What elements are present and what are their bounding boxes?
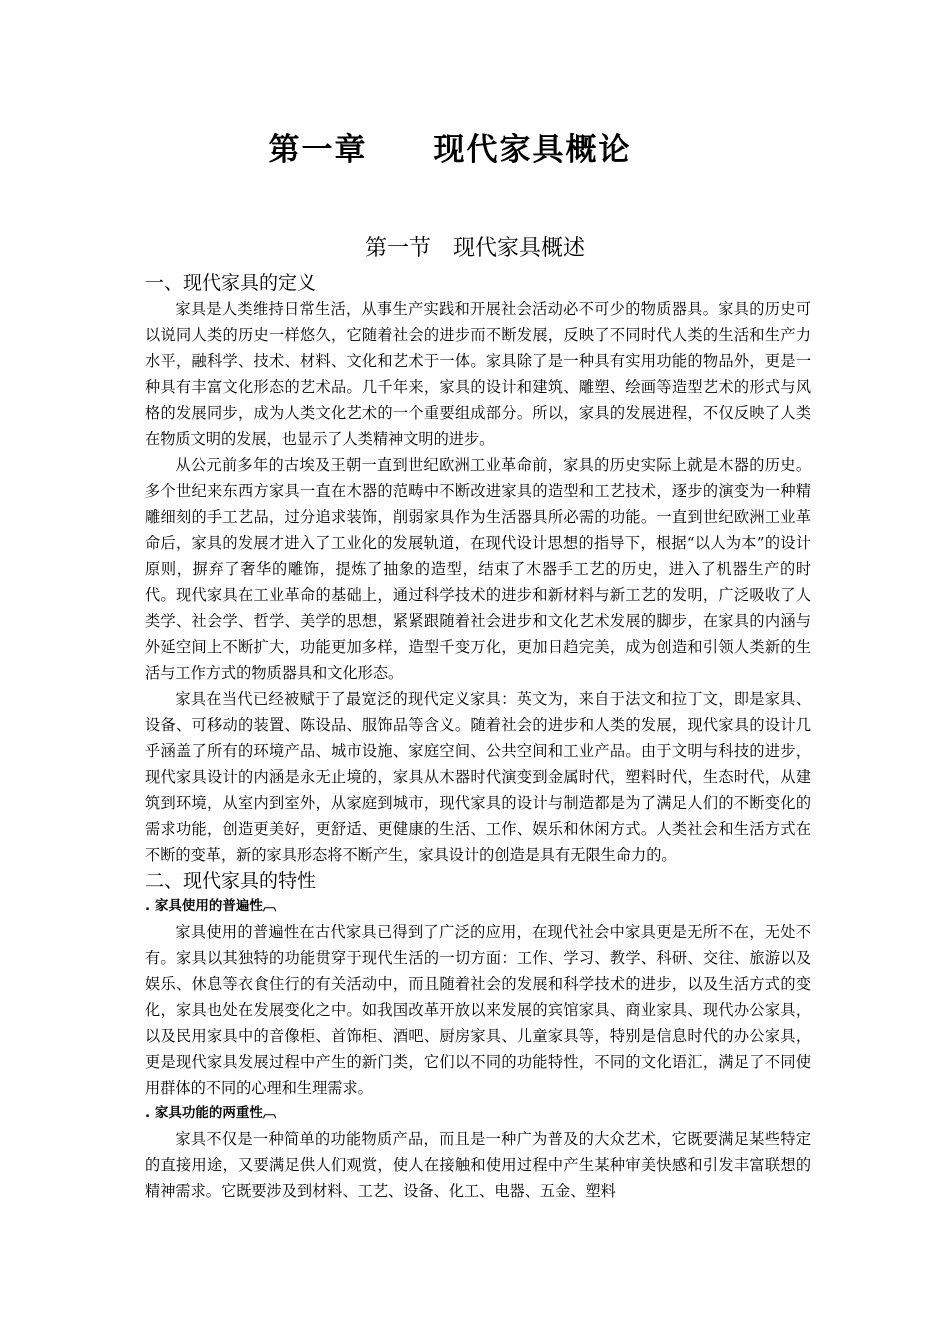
paragraph: 家具不仅是一种简单的功能物质产品，而且是一种广为普及的大众艺术，它既要满足某些特定的直接用途，又要满足供人们观赏，使人在接触和使用过程中产生某种审美快感和引发丰富联想的精神需求。它既要涉及到材料、工艺、设备、化工、电器、五金、塑料 — [145, 1130, 811, 1200]
chapter-title: 第一章 现代家具概论 — [268, 132, 632, 168]
paragraph: 家具使用的普遍性在古代家具已得到了广泛的应用，在现代社会中家具更是无所不在，无处不有。家具以其独特的功能贯穿于现代生活的一切方面：工作、学习、教学、科研、交往、旅游以及娱乐、休息等衣食住行的有关活动中，而且随着社会的发展和科学技术的进步，以及生活方式的变化，家具也处在发展变化之中。如我国改革开放以来发展的宾馆家具、商业家具、现代办公家具，以及民用家具中的音像柜、首饰柜、酒吧、厨房家具、儿童家具等，特别是信息时代的办公家具，更是现代家具发展过程中产生的新门类，它们以不同的功能特性，不同的文化语汇，满足了不同使用群体的不同的心理和生理需求。 — [145, 923, 811, 1097]
section-title: 第一节 现代家具概述 — [364, 236, 585, 261]
heading-characteristics: 二、现代家具的特性 — [145, 870, 317, 892]
paragraph: 从公元前多年的古埃及王朝一直到世纪欧洲工业革命前，家具的历史实际上就是木器的历史。多个世纪来东西方家具一直在木器的范畴中不断改进家具的造型和工艺技术，逐步的演变为一种精雕细刻的手工艺品，过分追求装饰，削弱家具作为生活器具所必需的功能。一直到世纪欧洲工业革命后，家具的发展才进入了工业化的发展轨道，在现代设计思想的指导下，根据“以人为本”的设计原则，摒弃了奢华的雕饰，提炼了抽象的造型，结束了木器手工艺的历史，进入了机器生产的时代。现代家具在工业革命的基础上，通过科学技术的进步和新材料与新工艺的发明，广泛吸收了人类学、社会学、哲学、美学的思想，紧紧跟随着社会进步和文化艺术发展的脚步，在家具的内涵与外延空间上不断扩大，功能更加多样，造型千变万化，更加日趋完美，成为创造和引领人类新的生活与工作方式的物质器具和文化形态。 — [145, 456, 811, 682]
document-body — [145, 270, 811, 1204]
subheading-duality: . 家具功能的两重性︹ — [145, 1105, 277, 1121]
paragraph: 家具是人类维持日常生活，从事生产实践和开展社会活动必不可少的物质器具。家具的历史可以说同人类的历史一样悠久，它随着社会的进步而不断发展，反映了不同时代人类的生活和生产力水平，融科学、技术、材料、文化和艺术于一体。家具除了是一种具有实用功能的物品外，更是一种具有丰富文化形态的艺术品。几千年来，家具的设计和建筑、雕塑、绘画等造型艺术的形式与风格的发展同步，成为人类文化艺术的一个重要组成部分。所以，家具的发展进程，不仅反映了人类在物质文明的发展，也显示了人类精神文明的进步。 — [145, 300, 811, 448]
heading-definition: 一、现代家具的定义 — [145, 272, 317, 294]
subheading-universality: . 家具使用的普遍性︹ — [145, 898, 277, 914]
paragraph: 家具在当代已经被赋于了最宽泛的现代定义家具：英文为，来自于法文和拉丁文，即是家具、设备、可移动的装置、陈设品、服饰品等含义。随着社会的进步和人类的发展，现代家具的设计几乎涵盖了所有的环境产品、城市设施、家庭空间、公共空间和工业产品。由于文明与科技的进步，现代家具设计的内涵是永无止境的，家具从木器时代演变到金属时代，塑料时代，生态时代，从建筑到环境，从室内到室外，从家庭到城市，现代家具的设计与制造都是为了满足人们的不断变化的需求功能，创造更美好，更舒适、更健康的生活、工作、娱乐和休闲方式。人类社会和生活方式在不断的变革，新的家具形态将不断产生，家具设计的创造是具有无限生命力的。 — [145, 690, 811, 864]
